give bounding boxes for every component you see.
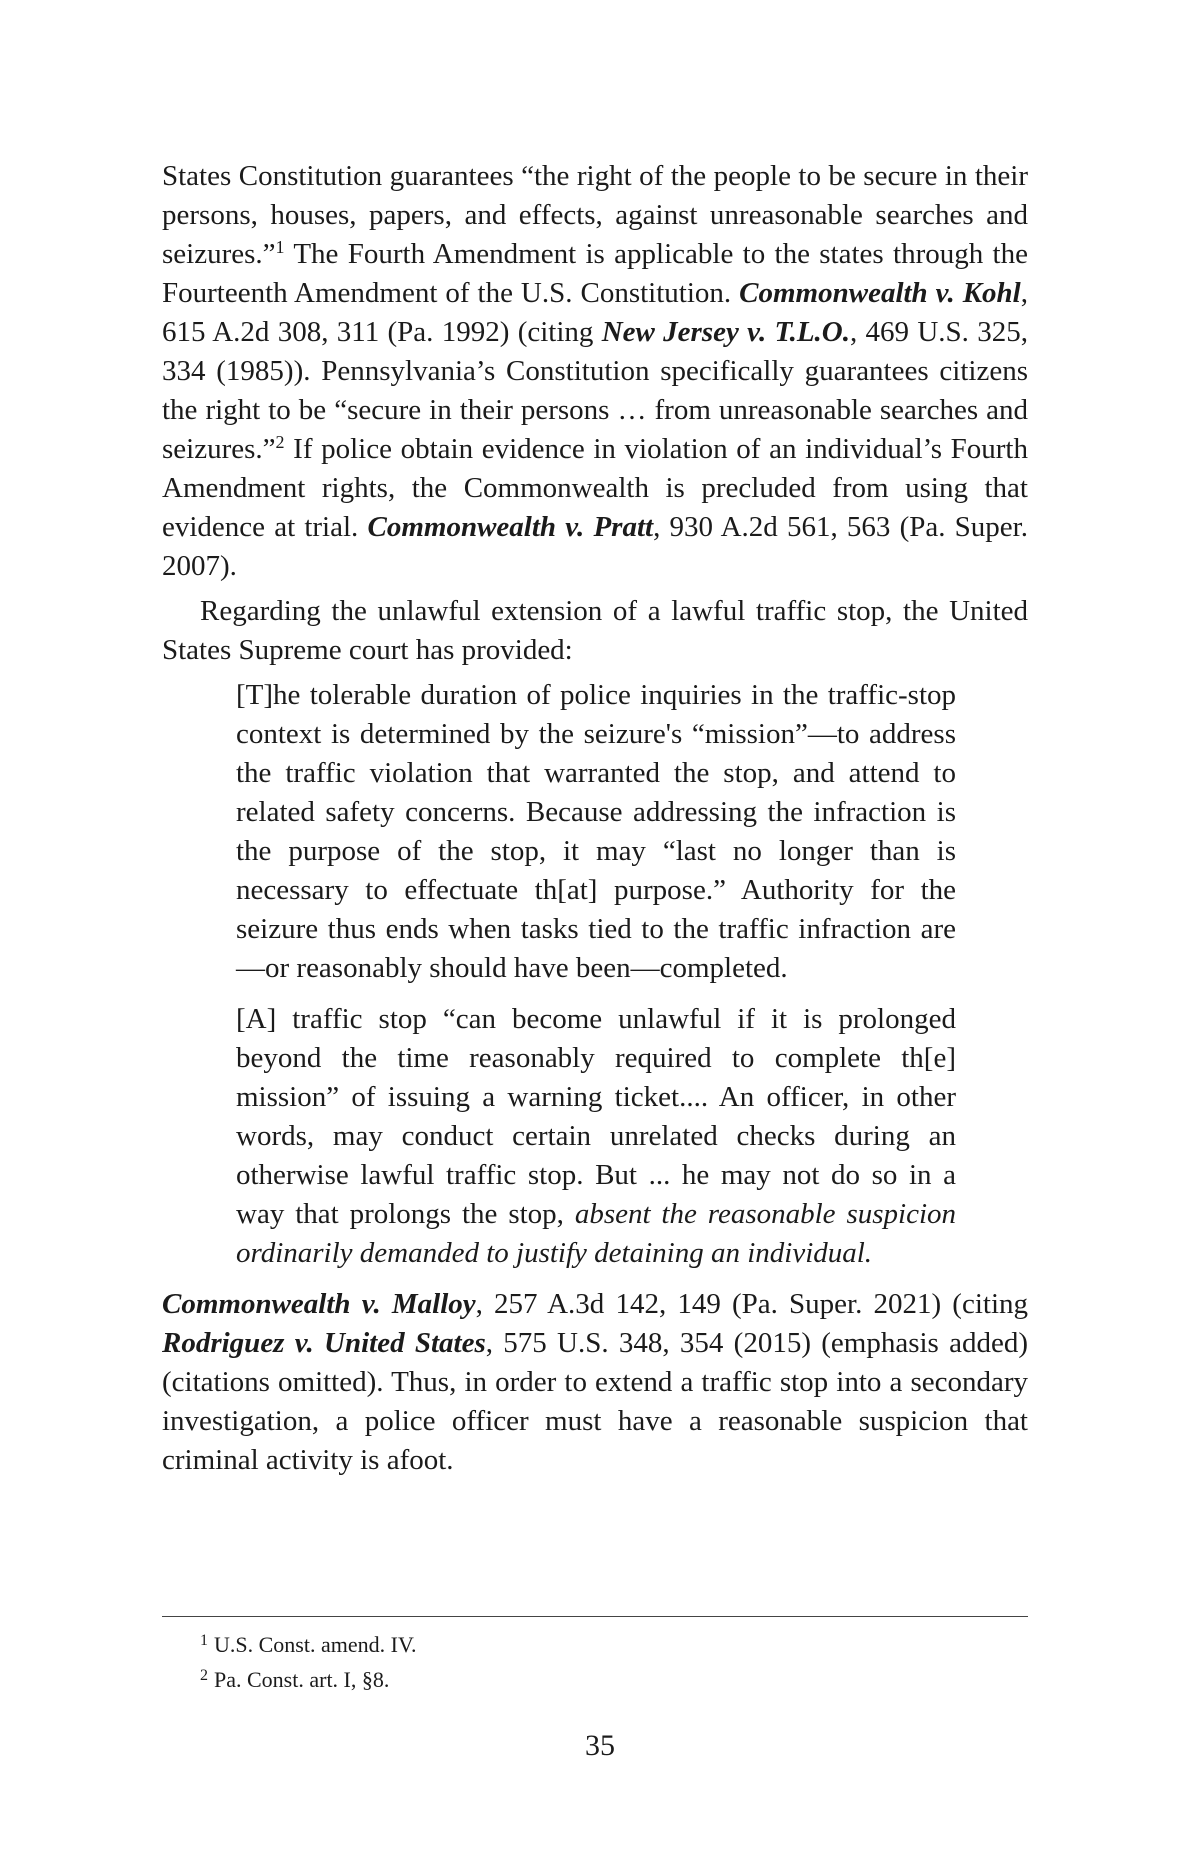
footnote-1: [200, 1625, 417, 1660]
emphasized-text: absent the reasonable suspicion ordinarily demanded to justify detaining an individual.: [236, 1198, 956, 1269]
body-text: [162, 157, 1028, 1480]
footnote-text: U.S. Const. amend. IV.: [214, 1632, 417, 1657]
case-citation: Commonwealth v. Pratt: [367, 511, 654, 543]
footnote-ref-1[interactable]: 1: [275, 237, 285, 257]
text-span: [A] traffic stop “can become unlawful if it is prolonged beyond the time reasonably required to complete th[e] mission” of issuing a warning ticket.... An officer, in other words, may conduct certain unrelated checks during an otherwise lawful traffic stop. But ... he may not do so in a way that prolongs the stop,: [236, 1003, 956, 1230]
text-span: , 615 A.2d 308, 311 (Pa. 1992) (citing: [162, 277, 1028, 348]
text-span: , 469 U.S. 325, 334 (1985)). Pennsylvania’s Constitution specifically guarantees citizens the right to be “secure in their persons … from unreasonable searches and seizures.”: [162, 316, 1028, 465]
paragraph-traffic-stop: Regarding the unlawful extension of a lawful traffic stop, the United States Supreme court has provided:: [162, 595, 1028, 666]
case-citation: New Jersey v. T.L.O.: [601, 316, 850, 348]
footnote-divider: [162, 1616, 1028, 1617]
text-span: States Constitution guarantees “the right of the people to be secure in their persons, houses, papers, and effects, against unreasonable searches and seizures.”: [162, 160, 1028, 270]
paragraph-fourth-amendment: [162, 157, 1028, 586]
footnote-text: Pa. Const. art. I, §8.: [214, 1667, 390, 1692]
footnote-number: 2: [200, 1667, 208, 1684]
page-number: 35: [585, 1729, 615, 1762]
case-citation: Rodriguez v. United States: [162, 1327, 486, 1359]
block-quote-2: [236, 1000, 956, 1273]
block-quote-1: [T]he tolerable duration of police inquiries in the traffic-stop context is determined by the seizure's “mission”—to address the traffic violation that warranted the stop, and attend to related safety concerns. Because addressing the infraction is the purpose of the stop, it may “last no longer than is necessary to effectuate th[at] purpose.” Authority for the seizure thus ends when tasks tied to the traffic infraction are—or reasonably should have been—completed.: [236, 679, 956, 984]
case-citation: Commonwealth v. Kohl: [739, 277, 1021, 309]
text-span: , 930 A.2d 561, 563 (Pa. Super. 2007).: [162, 511, 1028, 582]
text-span: If police obtain evidence in violation of an individual’s Fourth Amendment rights, the Commonwealth is precluded from using that evidence at trial.: [162, 433, 1028, 543]
footnotes: [200, 1625, 417, 1695]
text-span: , 257 A.3d 142, 149 (Pa. Super. 2021) (citing: [475, 1288, 1028, 1320]
paragraph-malloy: [162, 1285, 1028, 1480]
text-span: The Fourth Amendment is applicable to the states through the Fourteenth Amendment of the U.S. Constitution.: [162, 238, 1028, 309]
footnote-ref-2[interactable]: 2: [275, 432, 285, 452]
case-citation: Commonwealth v. Malloy: [162, 1288, 476, 1320]
footnote-2: [200, 1660, 417, 1695]
footnote-number: 1: [200, 1632, 208, 1649]
text-span: , 575 U.S. 348, 354 (2015) (emphasis added) (citations omitted). Thus, in order to extend a traffic stop into a secondary investigation, a police officer must have a reasonable suspicion that criminal activity is afoot.: [162, 1327, 1029, 1476]
